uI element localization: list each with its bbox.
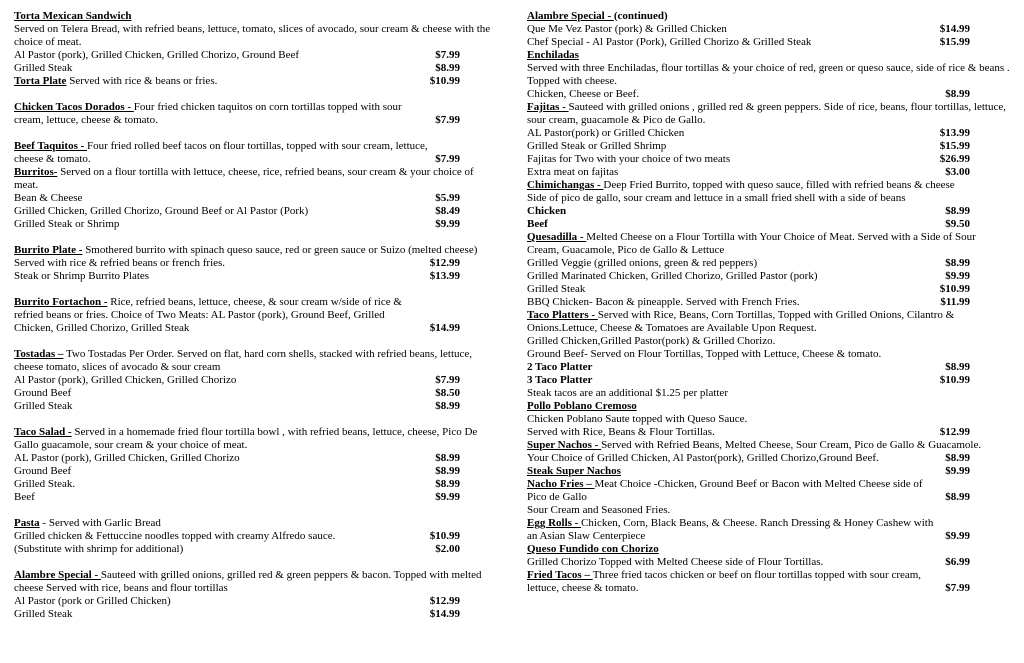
menu-item-desc: Grilled Chicken, Grilled Chorizo, Ground Beef or Al Pastor (Pork) (14, 205, 309, 217)
menu-item-text (527, 283, 934, 296)
menu-row (527, 335, 1010, 348)
menu-item-text (527, 166, 939, 179)
price: $10.99 (939, 374, 970, 386)
menu-row (527, 504, 1010, 517)
menu-row (14, 101, 500, 127)
menu-item-text (527, 296, 934, 309)
menu-row (527, 413, 1010, 426)
menu-item-desc: Deep Fried Burrito, topped with queso sauce, filled with refried beans & cheese (603, 179, 955, 191)
menu-item-text (527, 400, 1010, 413)
menu-row (14, 62, 500, 75)
menu-item-desc: Smothered burrito with spinach queso sauce, red or green sauce or Suizo (melted cheese) (82, 244, 478, 256)
menu-item-title: Burrito Plate - (14, 244, 83, 256)
menu-row (14, 166, 500, 192)
menu-item-title: Chimichangas - (527, 179, 604, 191)
menu-item-text (527, 361, 939, 374)
menu-item-desc: AL Pastor (pork), Grilled Chicken, Grilled Chorizo (14, 452, 240, 464)
menu-row (14, 218, 500, 231)
menu-item-text (527, 205, 939, 218)
menu-item-desc: Grilled Steak (14, 608, 73, 620)
menu-item-text (14, 101, 429, 127)
menu-row (14, 10, 500, 23)
menu-item-title: Alambre Special - (14, 569, 101, 581)
menu-item-desc: Served on Telera Bread, with refried beans, lettuce, tomato, slices of avocado, sour cream & cheese with the choice of meat. (14, 23, 491, 48)
menu-item-desc: Melted Cheese on a Flour Tortilla with Your Choice of Meat. Served with a Side of Sour Cream, Guacamole, Pico de Gallo & Lettuce (527, 231, 976, 256)
menu-item-title: 3 Taco Platter (527, 374, 593, 386)
menu-item-desc: Grilled Steak (14, 400, 73, 412)
menu-item-text (527, 153, 934, 166)
menu-row (527, 452, 1010, 465)
menu-item-text (527, 23, 934, 36)
menu-item-title: Chicken Tacos Dorados - (14, 101, 134, 113)
menu-item-title: Torta Plate (14, 75, 67, 87)
menu-item-text (14, 374, 429, 387)
menu-item-text (14, 530, 424, 543)
menu-item-title: Nacho Fries – (527, 478, 595, 490)
menu-item-title: Fajitas - (527, 101, 569, 113)
menu-item-text (527, 257, 939, 270)
menu-item-desc: Served with Refried Beans, Melted Cheese, Sour Cream, Pico de Gallo & Guacamole. (601, 439, 982, 451)
menu-row (527, 426, 1010, 439)
menu-item-text (527, 127, 934, 140)
menu-item-text (14, 140, 429, 166)
menu-item-desc: Grilled Chicken,Grilled Pastor(pork) & Grilled Chorizo. (527, 335, 776, 347)
menu-item-text (527, 140, 934, 153)
menu-row (527, 127, 1010, 140)
menu-row (14, 374, 500, 387)
menu-item-desc: Four fried chicken taquitos on corn tortillas topped with sour cream, lettuce, cheese & tomato. (14, 101, 402, 126)
menu-item-text (14, 10, 500, 23)
menu-item-text (14, 491, 429, 504)
menu-item-text (527, 62, 1010, 88)
menu-row (527, 556, 1010, 569)
menu-row (14, 257, 500, 270)
menu-item-text (527, 335, 1010, 348)
menu-item-text (527, 452, 939, 465)
menu-item-desc: Chef Special - Al Pastor (Pork), Grilled Chorizo & Grilled Steak (527, 36, 812, 48)
price: $15.99 (939, 36, 970, 48)
menu-item-title: Burrito Fortachon - (14, 296, 108, 308)
menu-item-title: Steak Super Nachos (527, 465, 621, 477)
menu-item-text (14, 426, 500, 452)
menu-row (14, 75, 500, 88)
price: $12.99 (429, 257, 460, 269)
menu-item-title: Chicken (527, 205, 567, 217)
menu-item-desc: Served on a flour tortilla with lettuce, cheese, rice, refried beans, sour cream & your choice of meat. (14, 166, 474, 191)
price: $7.99 (435, 114, 460, 126)
menu-item-text (527, 36, 934, 49)
menu-row (527, 23, 1010, 36)
price: $8.99 (435, 465, 460, 477)
menu-row (14, 400, 500, 413)
menu-item-desc: Sour Cream and Seasoned Fries. (527, 504, 671, 516)
menu-item-title: Super Nachos - (527, 439, 602, 451)
price: $5.99 (435, 192, 460, 204)
menu-item-title: 2 Taco Platter (527, 361, 593, 373)
menu-row (14, 23, 500, 49)
menu-item-desc: (Substitute with shrimp for additional) (14, 543, 184, 555)
menu-item-desc: Que Me Vez Pastor (pork) & Grilled Chicken (527, 23, 727, 35)
menu-item-text (14, 192, 429, 205)
menu-row (527, 62, 1010, 88)
menu-item-text (14, 62, 429, 75)
price: $8.99 (945, 257, 970, 269)
menu-item-title: Queso Fundido con Chorizo (527, 543, 659, 555)
menu-row (14, 244, 500, 257)
menu-item-text (14, 23, 500, 49)
menu-item-desc: Served in a homemade fried flour tortilla bowl , with refried beans, lettuce, cheese, Pico De Gallo guacamole, sour cream & your choice of meat. (14, 426, 478, 451)
menu-row (527, 478, 1010, 504)
menu-row (14, 296, 500, 335)
menu-row (14, 465, 500, 478)
menu-row (527, 179, 1010, 192)
price: $12.99 (429, 595, 460, 607)
menu-item-desc: Chicken Poblano Saute topped with Queso Sauce. (527, 413, 748, 425)
price: $9.99 (435, 218, 460, 230)
price: $11.99 (940, 296, 970, 308)
price: $26.99 (939, 153, 970, 165)
menu-item-desc: Grilled Steak. (14, 478, 76, 490)
menu-item-text (14, 452, 429, 465)
price: $8.49 (435, 205, 460, 217)
menu-row (527, 283, 1010, 296)
menu-item-title: (continued) (613, 10, 668, 22)
menu-item-desc: Four fried rolled beef tacos on flour tortillas, topped with sour cream, lettuce, cheese & tomato. (14, 140, 428, 165)
menu-column-right (527, 10, 1010, 621)
menu-row (14, 530, 500, 543)
menu-item-text (527, 231, 1010, 257)
menu-row (14, 595, 500, 608)
price: $8.99 (945, 88, 970, 100)
menu-item-text (527, 49, 1010, 62)
price: $14.99 (939, 23, 970, 35)
price: $10.99 (429, 75, 460, 87)
menu-item-text (14, 205, 429, 218)
menu-row (527, 543, 1010, 556)
menu-item-text (527, 478, 939, 504)
price: $10.99 (939, 283, 970, 295)
menu-row (527, 140, 1010, 153)
menu-item-text (527, 101, 1010, 127)
menu-item-desc: Grilled Steak or Grilled Shrimp (527, 140, 667, 152)
menu-item-desc: Served with rice & refried beans or french fries. (14, 257, 226, 269)
menu-item-desc: Served with rice & beans or fries. (66, 75, 218, 87)
price: $9.99 (945, 530, 970, 542)
menu-item-desc: Al Pastor (pork), Grilled Chicken, Grilled Chorizo, Ground Beef (14, 49, 300, 61)
menu-item-text (14, 387, 429, 400)
menu-row (527, 205, 1010, 218)
price: $3.00 (945, 166, 970, 178)
menu-row (14, 608, 500, 621)
menu-item-text (527, 426, 934, 439)
menu-item-title: Alambre Special - (527, 10, 614, 22)
price: $2.00 (435, 543, 460, 555)
price: $9.99 (945, 270, 970, 282)
menu-row (527, 231, 1010, 257)
menu-item-text (527, 218, 939, 231)
menu-row (14, 49, 500, 62)
menu-item-desc: Grilled Steak (527, 283, 586, 295)
menu-row (527, 270, 1010, 283)
menu-item-desc: Steak tacos are an additional $1.25 per platter (527, 387, 728, 399)
menu-item-text (527, 387, 1010, 400)
menu-row (527, 348, 1010, 361)
menu-item-desc: Chicken, Corn, Black Beans, & Cheese. Ranch Dressing & Honey Cashew with an Asian Slaw Centerpiece (527, 517, 934, 542)
menu-item-title: Enchiladas (527, 49, 579, 61)
menu-item-desc: AL Pastor(pork) or Grilled Chicken (527, 127, 685, 139)
menu-item-text (527, 88, 939, 101)
menu-item-title: Tostadas – (14, 348, 64, 360)
menu-row (527, 192, 1010, 205)
menu-item-text (14, 244, 500, 257)
menu-item-desc: Al Pastor (pork or Grilled Chicken) (14, 595, 171, 607)
menu-row (527, 517, 1010, 543)
menu-item-text (14, 270, 424, 283)
menu-row (527, 153, 1010, 166)
price: $15.99 (939, 140, 970, 152)
menu-row (527, 439, 1010, 452)
menu-row (527, 218, 1010, 231)
menu-item-text (14, 517, 500, 530)
price: $12.99 (939, 426, 970, 438)
price: $10.99 (429, 530, 460, 542)
price: $9.50 (945, 218, 970, 230)
menu-row (527, 88, 1010, 101)
menu-item-text (14, 218, 429, 231)
menu-item-text (527, 556, 939, 569)
menu-item-text (14, 569, 500, 595)
menu-item-text (527, 504, 1010, 517)
menu-item-desc: Sauteed with grilled onions, grilled red & green peppers & bacon. Topped with melted cheese Served with rice, beans and flour tortillas (14, 569, 482, 594)
menu-item-text (14, 608, 424, 621)
price: $13.99 (939, 127, 970, 139)
menu-row (14, 569, 500, 595)
menu-item-title: Taco Salad - (14, 426, 72, 438)
menu-row (14, 543, 500, 556)
price: $8.99 (945, 205, 970, 217)
menu-row (527, 296, 1010, 309)
menu-row (14, 348, 500, 374)
menu-item-desc: Al Pastor (pork), Grilled Chicken, Grilled Chorizo (14, 374, 237, 386)
menu-item-text (14, 478, 429, 491)
menu-item-title: Pasta (14, 517, 40, 529)
menu-item-desc: Fajitas for Two with your choice of two meats (527, 153, 731, 165)
menu-item-desc: Steak or Shrimp Burrito Plates (14, 270, 150, 282)
menu-item-desc: Grilled Chorizo Topped with Melted Cheese side of Flour Tortillas. (527, 556, 824, 568)
menu-item-desc: Ground Beef (14, 465, 72, 477)
menu-row (14, 387, 500, 400)
menu-row (14, 491, 500, 504)
menu-row (527, 10, 1010, 23)
menu-row (14, 192, 500, 205)
menu-item-title: Quesadilla - (527, 231, 587, 243)
menu-item-desc: Sauteed with grilled onions , grilled red & green peppers. Side of rice, beans, flour tortillas, lettuce, sour cream, guacamole & Pico de Gallo. (527, 101, 1006, 126)
price: $7.99 (435, 153, 460, 165)
menu-row (14, 478, 500, 491)
menu-item-text (14, 595, 424, 608)
menu-item-title: Torta Mexican Sandwich (14, 10, 132, 22)
menu-item-desc: Served with Rice, Beans & Flour Tortillas. (527, 426, 715, 438)
menu-item-desc: BBQ Chicken- Bacon & pineapple. Served with French Fries. (527, 296, 800, 308)
menu-item-text (14, 465, 429, 478)
menu-item-title: Taco Platters - (527, 309, 598, 321)
menu-item-text (527, 192, 1010, 205)
menu-item-text (527, 413, 1010, 426)
menu-item-text (527, 374, 934, 387)
price: $6.99 (945, 556, 970, 568)
menu-row (527, 361, 1010, 374)
menu-item-desc: Served with Rice, Beans, Corn Tortillas, Topped with Grilled Onions, Cilantro & Onions.Lettuce, Cheese & Tomatoes are Available Upon Request. (527, 309, 955, 334)
menu-item-text (14, 543, 429, 556)
menu-row (527, 387, 1010, 400)
menu-row (14, 140, 500, 166)
menu-item-desc: Grilled Steak or Shrimp (14, 218, 120, 230)
menu-item-desc: Grilled Veggie (grilled onions, green & red peppers) (527, 257, 758, 269)
price: $8.99 (945, 452, 970, 464)
price: $7.99 (945, 582, 970, 594)
menu-item-desc: Beef (14, 491, 35, 503)
price: $8.99 (435, 478, 460, 490)
price: $14.99 (429, 608, 460, 620)
menu-row (527, 569, 1010, 595)
menu-item-text (527, 517, 939, 543)
menu-row (527, 36, 1010, 49)
menu-item-desc: - Served with Garlic Bread (39, 517, 161, 529)
menu-item-desc: Extra meat on fajitas (527, 166, 619, 178)
menu-item-desc: Side of pico de gallo, sour cream and lettuce in a small fried shell with a side of beans (527, 192, 906, 204)
menu-item-title: Beef (527, 218, 548, 230)
menu-item-text (14, 75, 424, 88)
menu-item-text (14, 49, 429, 62)
menu-item-desc: Served with three Enchiladas, flour tortillas & your choice of red, green or queso sauce, side of rice & beans . Topped with cheese. (527, 62, 1010, 87)
menu-item-text (527, 439, 1010, 452)
menu-item-desc: Grilled chicken & Fettuccine noodles topped with creamy Alfredo sauce. (14, 530, 336, 542)
menu-item-title: Pollo Poblano Cremoso (527, 400, 637, 412)
menu-row (527, 257, 1010, 270)
menu-row (527, 465, 1010, 478)
price: $14.99 (429, 322, 460, 334)
menu-item-desc: Two Tostadas Per Order. Served on flat, hard corn shells, stacked with refried beans, lettuce, cheese tomato, slices of avocado & sour cream (14, 348, 473, 373)
price: $8.99 (435, 62, 460, 74)
menu-item-text (527, 179, 1010, 192)
menu-item-desc: Bean & Cheese (14, 192, 83, 204)
menu-item-text (14, 166, 500, 192)
menu-item-desc: Chicken, Cheese or Beef. (527, 88, 640, 100)
menu-row (527, 309, 1010, 335)
menu-item-desc: Three fried tacos chicken or beef on flour tortillas topped with sour cream, lettuce, cheese & tomato. (527, 569, 922, 594)
menu-item-text (527, 543, 1010, 556)
menu-item-title: Egg Rolls - (527, 517, 582, 529)
menu-item-text (527, 270, 939, 283)
menu-item-title: Beef Taquitos - (14, 140, 88, 152)
menu-item-desc: Grilled Steak (14, 62, 73, 74)
menu-row (527, 400, 1010, 413)
menu-item-text (527, 569, 939, 595)
menu-item-text (14, 400, 429, 413)
menu-item-desc: Your Choice of Grilled Chicken, Al Pastor(pork), Grilled Chorizo,Ground Beef. (527, 452, 879, 464)
menu-row (527, 101, 1010, 127)
price: $7.99 (435, 49, 460, 61)
price: $9.99 (945, 465, 970, 477)
menu-row (527, 374, 1010, 387)
menu-item-text (527, 10, 1010, 23)
menu-item-desc: Ground Beef- Served on Flour Tortillas, Topped with Lettuce, Cheese & tomato. (527, 348, 882, 360)
menu-item-text (14, 348, 500, 374)
menu-item-title: Fried Tacos – (527, 569, 593, 581)
price: $8.99 (435, 452, 460, 464)
menu-row (14, 270, 500, 283)
menu-row (14, 205, 500, 218)
price: $13.99 (429, 270, 460, 282)
price: $9.99 (435, 491, 460, 503)
menu-row (14, 426, 500, 452)
menu-item-text (527, 348, 1010, 361)
menu-item-text (14, 296, 424, 335)
price: $8.99 (945, 491, 970, 503)
price: $8.99 (435, 400, 460, 412)
menu-item-title: Burritos- (14, 166, 58, 178)
price: $8.99 (945, 361, 970, 373)
menu-column-left (14, 10, 500, 621)
price: $8.50 (435, 387, 460, 399)
menu-item-desc: Grilled Marinated Chicken, Grilled Chorizo, Grilled Pastor (pork) (527, 270, 818, 282)
menu-item-desc: Meat Choice -Chicken, Ground Beef or Bacon with Melted Cheese side of Pico de Gallo (527, 478, 923, 503)
menu-item-desc: Ground Beef (14, 387, 72, 399)
menu-item-text (527, 309, 1010, 335)
menu-row (527, 49, 1010, 62)
menu-row (527, 166, 1010, 179)
menu-row (14, 517, 500, 530)
menu-row (14, 452, 500, 465)
menu-item-desc: Rice, refried beans, lettuce, cheese, & sour cream w/side of rice & refried beans or fries. Choice of Two Meats: AL Pastor (pork), Ground Beef, Grilled Chicken, Grilled Chorizo, Grilled Steak (14, 296, 402, 334)
price: $7.99 (435, 374, 460, 386)
menu-item-text (527, 465, 939, 478)
menu-item-text (14, 257, 424, 270)
